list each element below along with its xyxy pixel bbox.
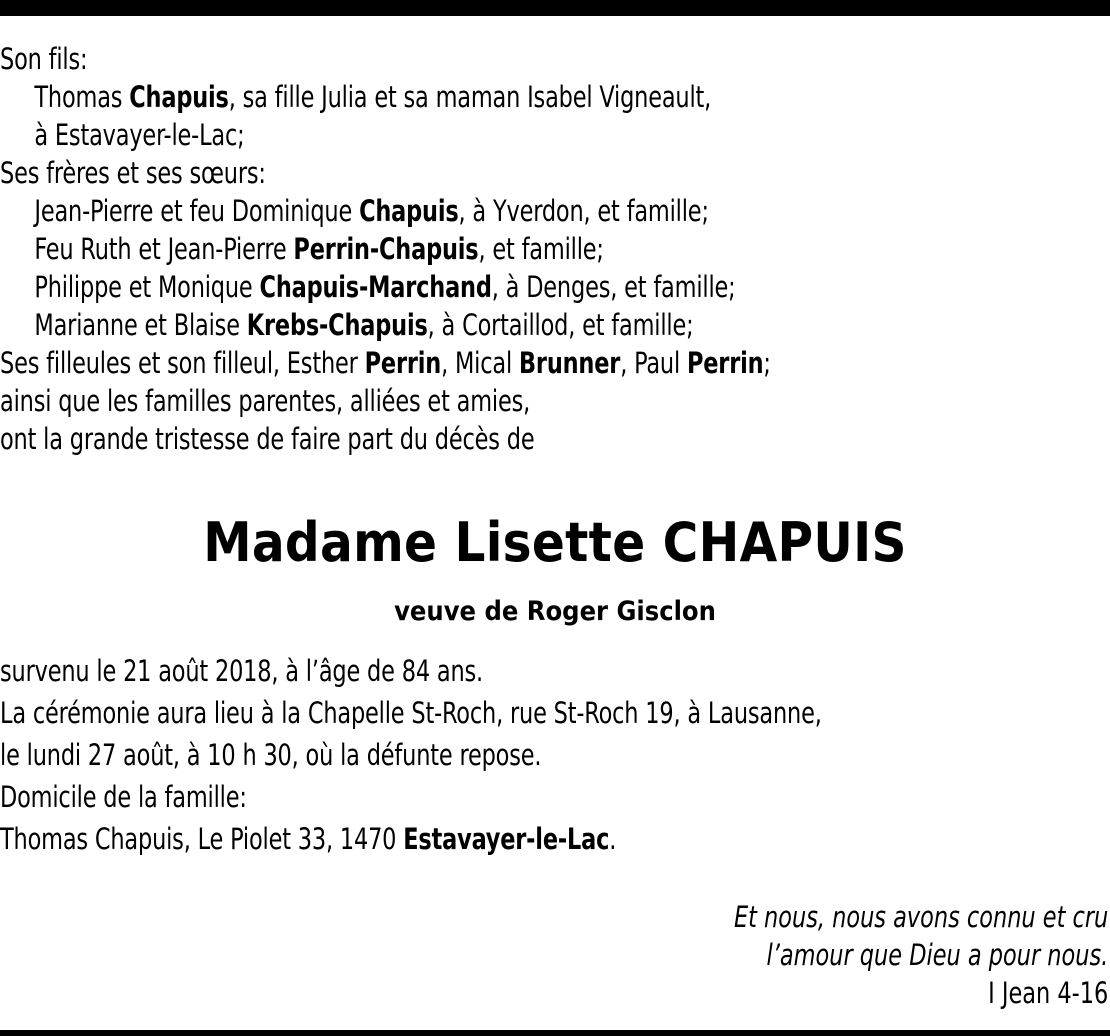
surname-bold: Perrin-Chapuis xyxy=(293,232,479,266)
surname-bold: Brunner xyxy=(518,346,621,380)
quote-line-1: Et nous, nous avons connu et cru xyxy=(733,900,1108,934)
ceremony-line: La cérémonie aura lieu à la Chapelle St-Roch, rue St-Roch 19, à Lausanne, xyxy=(0,696,822,730)
surname-bold: Chapuis xyxy=(359,194,459,228)
death-line: survenu le 21 août 2018, à l’âge de 84 ans. xyxy=(0,654,483,688)
sibling-line-1: Jean-Pierre et feu Dominique Chapuis, à Yverdon, et famille; xyxy=(34,194,709,228)
sibling-line-2: Feu Ruth et Jean-Pierre Perrin-Chapuis, et famille; xyxy=(34,232,604,266)
deceased-subtitle: veuve de Roger Gisclon xyxy=(394,596,716,627)
domicile-address: Thomas Chapuis, Le Piolet 33, 1470 Estavayer-le-Lac. xyxy=(0,822,617,856)
surname-bold: Krebs-Chapuis xyxy=(246,308,428,342)
announcement-line: ont la grande tristesse de faire part du décès de xyxy=(0,422,535,456)
family-list xyxy=(0,40,955,458)
ceremony-details xyxy=(0,650,1109,860)
surname-bold: Chapuis xyxy=(129,80,229,114)
surname-bold: Perrin xyxy=(686,346,764,380)
deceased-name: Madame Lisette CHAPUIS xyxy=(203,511,907,574)
son-heading: Son fils: xyxy=(0,42,88,76)
sibling-line-3: Philippe et Monique Chapuis-Marchand, à Denges, et famille; xyxy=(34,270,736,304)
relatives-line: ainsi que les familles parentes, alliées et amies, xyxy=(0,384,531,418)
bottom-border-rule xyxy=(0,1030,1110,1036)
surname-bold: Perrin xyxy=(364,346,442,380)
ceremony-date-line: le lundi 27 août, à 10 h 30, où la défunte repose. xyxy=(0,738,542,772)
quote-reference: I Jean 4-16 xyxy=(987,976,1108,1010)
domicile-heading: Domicile de la famille: xyxy=(0,780,247,814)
godchildren-line: Ses filleules et son filleul, Esther Perrin, Mical Brunner, Paul Perrin; xyxy=(0,346,771,380)
town-bold: Estavayer-le-Lac xyxy=(403,822,610,856)
bible-quote xyxy=(734,898,1108,1012)
quote-line-2: l’amour que Dieu a pour nous. xyxy=(766,938,1108,972)
top-border-rule xyxy=(0,0,1110,16)
surname-bold: Chapuis-Marchand xyxy=(259,270,492,304)
sibling-line-4: Marianne et Blaise Krebs-Chapuis, à Cortaillod, et famille; xyxy=(34,308,694,342)
son-line-1: Thomas Chapuis, sa fille Julia et sa maman Isabel Vigneault, xyxy=(34,80,712,114)
siblings-heading: Ses frères et ses sœurs: xyxy=(0,156,266,190)
son-line-2: à Estavayer-le-Lac; xyxy=(34,118,245,152)
